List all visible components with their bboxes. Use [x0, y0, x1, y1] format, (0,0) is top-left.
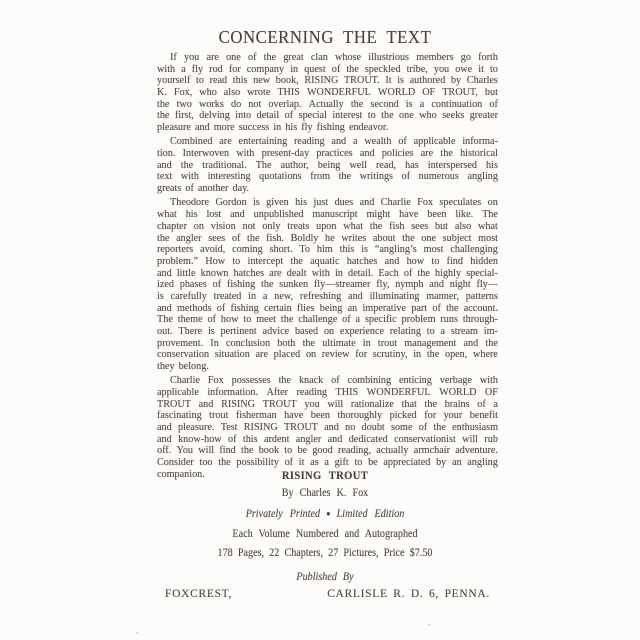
paragraph — [157, 375, 498, 480]
publisher-row — [157, 588, 498, 600]
paragraph-line: yourself to read this new book, RISING TROUT. It is authored by Charles — [157, 75, 498, 87]
paragraph-line: and the traditional. The author, being well read, has interspersed his — [157, 159, 498, 171]
book-byline: By Charles K. Fox — [281, 487, 369, 499]
paragraph-line: greats of another day. — [157, 183, 250, 195]
paragraph-line: The theme of how to meet the challenge of a specific problem runs through- — [157, 314, 498, 326]
paragraph-line: conservation situation are placed on review for scrutiny, in the open, where — [157, 349, 498, 361]
paragraph-line: chapter on vision not only treats upon what the fish sees but also what — [157, 220, 498, 232]
paragraph-line: out. There is pertinent advice based on experience relating to a stream im- — [157, 326, 498, 337]
paragraph-line: the first, delving into detail of special interest to the one who seeks greater — [157, 110, 498, 122]
paragraph-line: and know-how of this ardent angler and dedicated conservationist will rub — [157, 433, 498, 445]
body-text — [157, 52, 498, 483]
paragraph-line: pleasure and more success in his fly fishing endeavor. — [157, 122, 389, 134]
paragraph-line: problem.” How to intercept the aquatic hatches and how to find hidden — [157, 255, 498, 267]
paragraph-line: they belong. — [157, 361, 209, 373]
paragraph-line: applicable information. After reading THIS WONDERFUL WORLD OF — [157, 387, 498, 399]
paragraph — [157, 197, 498, 372]
paragraph-line: Consider too the possibility of it as a gift to be appreciated by an angling — [157, 457, 498, 469]
paragraph-line: and methods of fishing certain flies being an imperative part of the account. — [157, 302, 498, 314]
publisher-name: FOXCREST, — [165, 588, 233, 600]
page-title: CONCERNING THE TEXT — [218, 27, 432, 47]
edition-limited-edition: Limited Edition — [336, 508, 405, 520]
edition-line — [39, 508, 611, 520]
paragraph — [157, 52, 498, 134]
paragraph-line: ized phases of fishing the sunken fly—streamer fly, nymph and night fly— — [157, 279, 498, 291]
bullet-separator-icon: ● — [326, 509, 331, 518]
paragraph-line: provement. In conclusion both the ultimate in trout management and the — [157, 337, 498, 349]
published-by-line: Published By — [296, 571, 354, 583]
paragraph-line: Theodore Gordon is given his just dues and Charlie Fox speculates on — [170, 197, 498, 209]
scan-speck — [428, 624, 431, 626]
paragraph-line: fascinating trout fisherman have been thoroughly picked for your benefit — [157, 410, 498, 422]
paragraph-line: K. Fox, who also wrote THIS WONDERFUL WORLD OF TROUT, but — [157, 87, 498, 99]
paragraph-line: the two works do not overlap. Actually the second is a continuation of — [157, 98, 498, 110]
paragraph-line: Combined are entertaining reading and a wealth of applicable informa- — [170, 136, 498, 148]
paragraph-line: companion. — [157, 468, 205, 480]
paragraph-line: and pleasure. Test RISING TROUT and no doubt some of the enthusiasm — [157, 422, 498, 434]
numbered-autographed-line: Each Volume Numbered and Autographed — [232, 528, 418, 540]
paragraph-line: reporters avoid, coming short. To him this is “angling’s most challenging — [157, 244, 498, 256]
paragraph-line: text with interesting quotations from the writings of numerous angling — [157, 171, 498, 183]
book-title: RISING TROUT — [281, 468, 369, 482]
paragraph-line: TROUT and RISING TROUT you will rationalize that the brains of a — [157, 398, 498, 410]
paragraph-line: tion. Interwoven with present-day practices and policies are the historical — [157, 148, 498, 160]
edition-privately-printed: Privately Printed — [245, 508, 321, 520]
publisher-location: CARLISLE R. D. 6, PENNA. — [327, 588, 490, 600]
paragraph-line: is carefully treated in a new, refreshing and illuminating manner, patterns — [157, 290, 498, 302]
paragraph-line: Charlie Fox possesses the knack of combining enticing verbage with — [170, 375, 498, 387]
paragraph-line: with a fly rod for company in quest of the speckled tribe, you owe it to — [157, 63, 498, 75]
paragraph — [157, 136, 498, 194]
stats-price-line: 178 Pages, 22 Chapters, 27 Pictures, Price $7.50 — [217, 547, 433, 559]
paragraph-line: and little known hatches are dealt with in detail. Each of the highly special- — [157, 267, 498, 279]
paragraph-line: If you are one of the great clan whose illustrious members go forth — [170, 52, 498, 63]
book-info-block — [39, 468, 611, 608]
paragraph-line: the angler sees of the fish. Boldly he writes about the one subject most — [157, 232, 498, 244]
scan-speck — [136, 631, 140, 634]
paragraph-line: what his lost and unpublished manuscript might have been like. The — [157, 209, 498, 221]
paragraph-line: off. You will find the book to be good reading, actually armchair adventure. — [157, 445, 498, 457]
